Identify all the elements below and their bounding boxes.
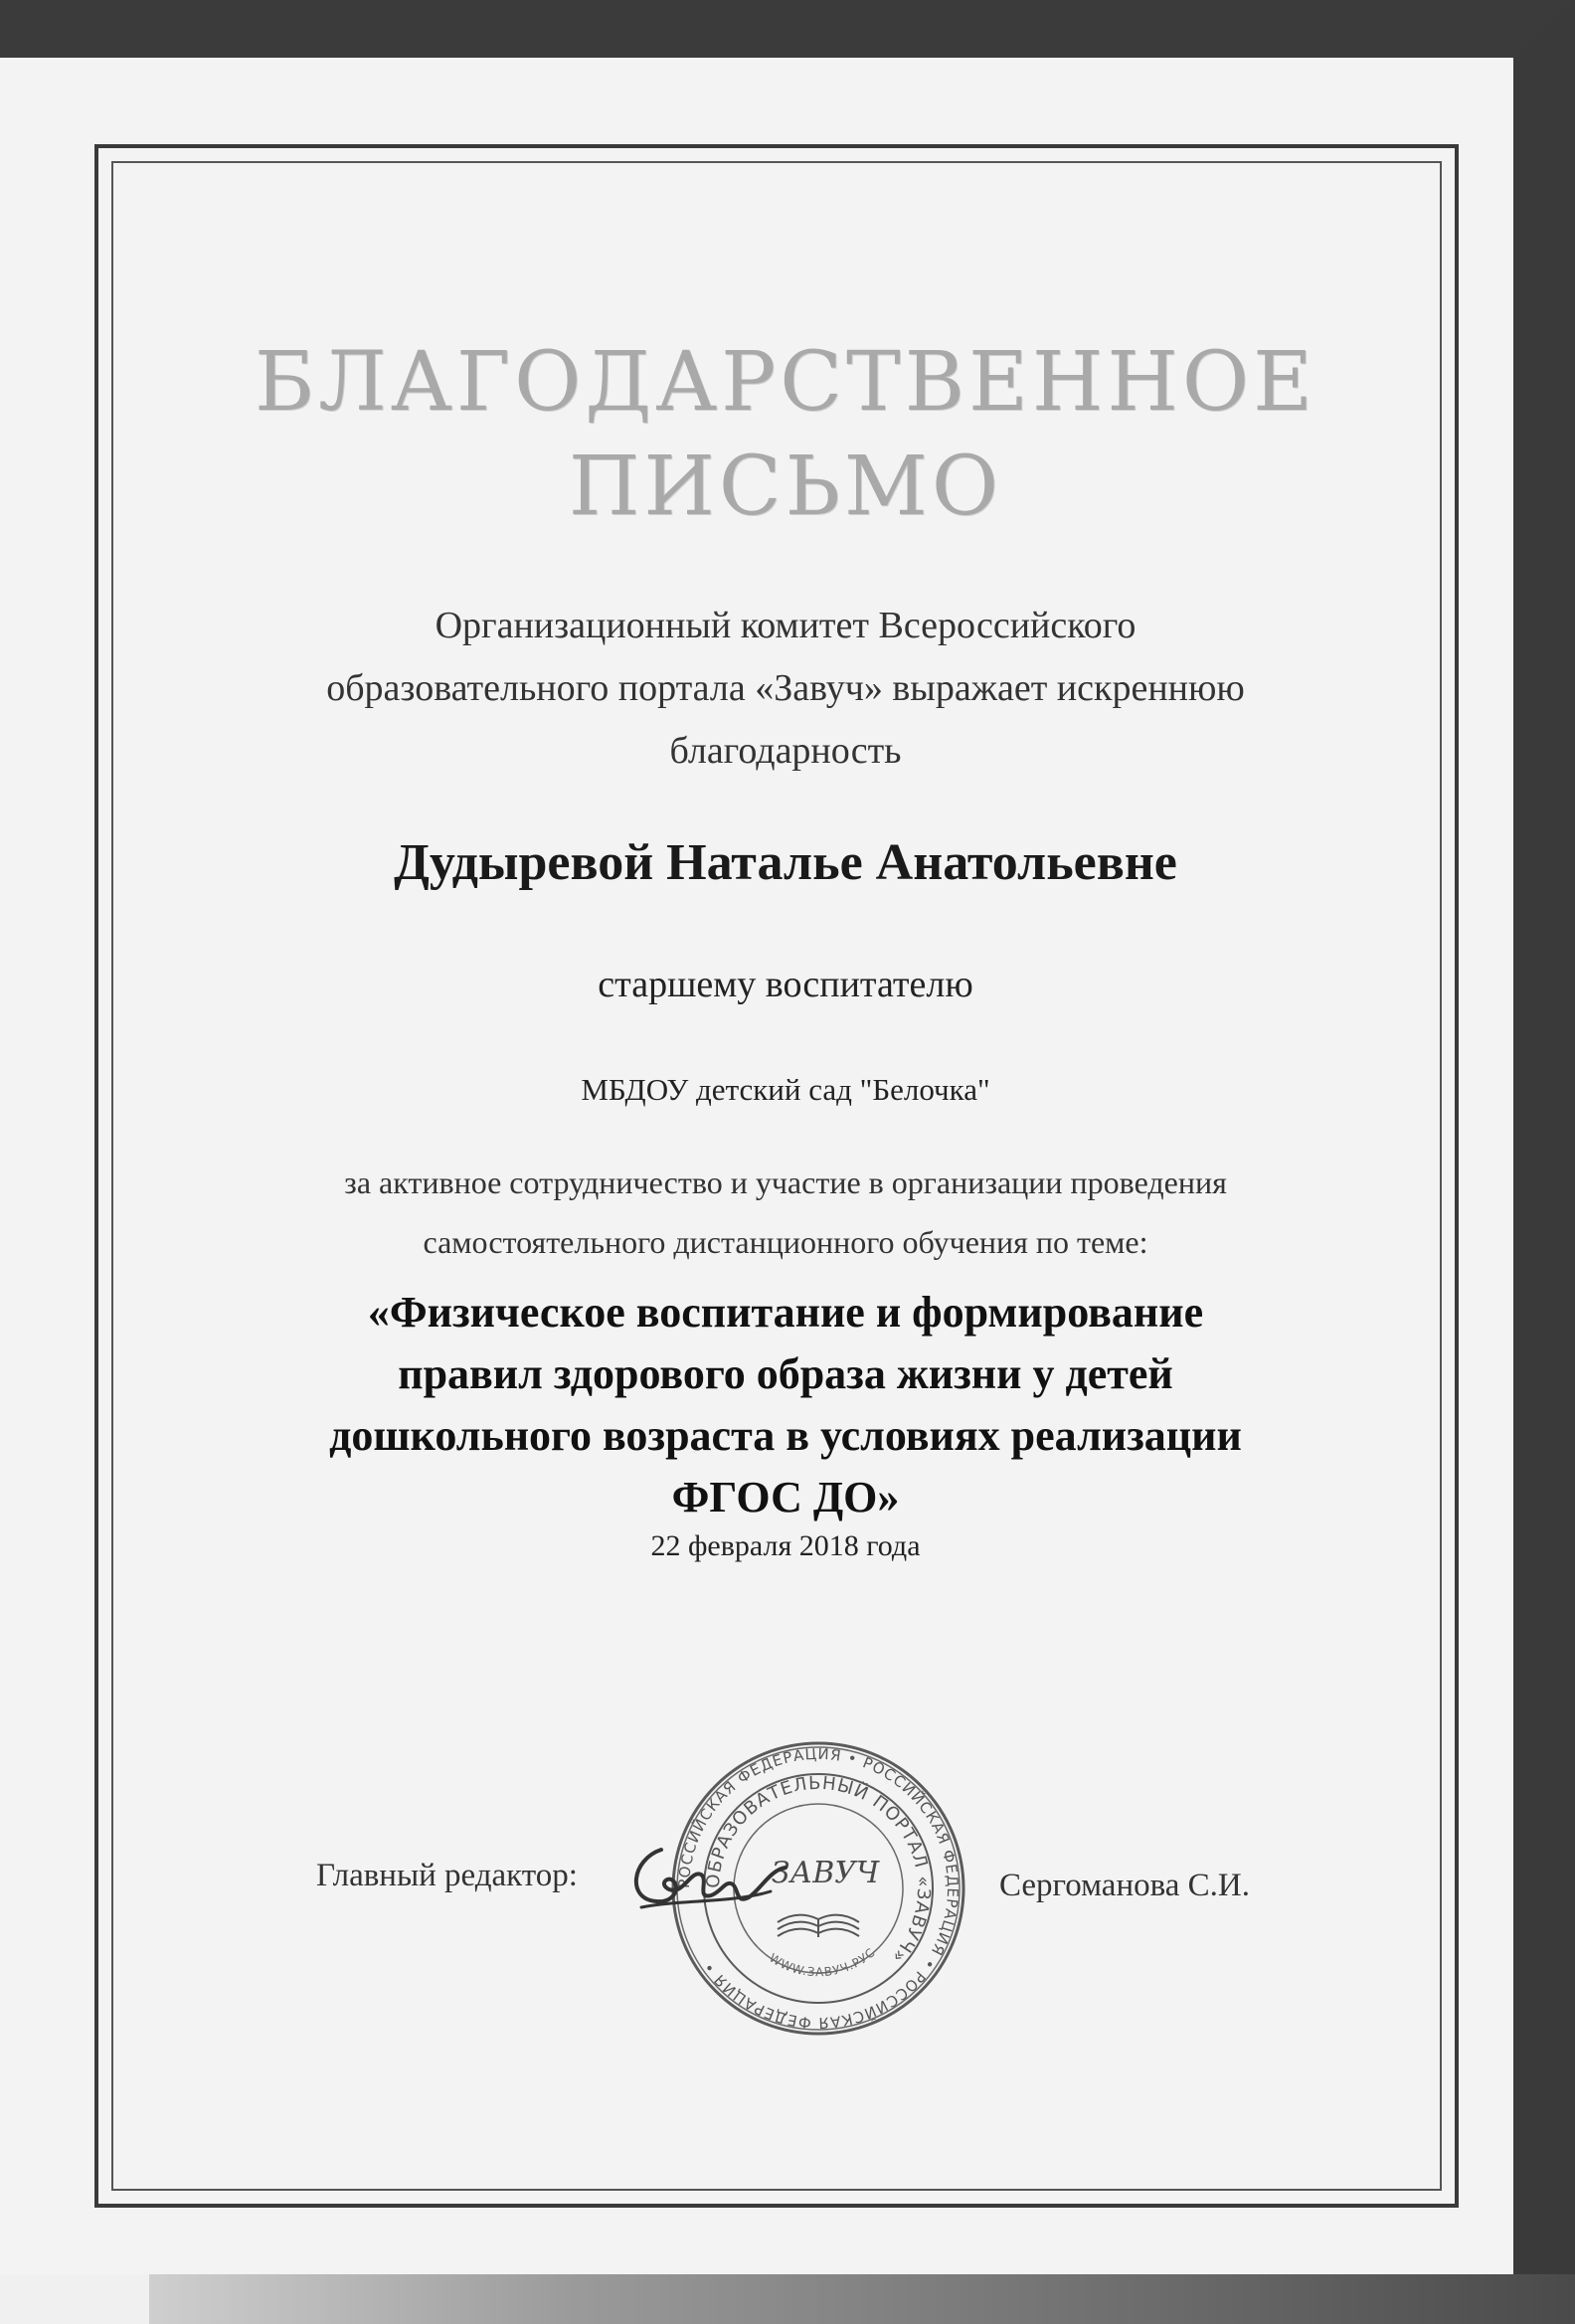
stamp-bottom-text: WWW.ЗАВУЧ.РУС bbox=[767, 1944, 879, 1980]
title-line-2: ПИСЬМО bbox=[568, 440, 1003, 534]
stamp-outer-text: РОССИЙСКАЯ ФЕДЕРАЦИЯ • РОССИЙСКАЯ ФЕДЕРАЦИЯ • РОССИЙСКАЯ ФЕДЕРАЦИЯ • bbox=[674, 1744, 962, 2033]
stamp-center-text: ЗАВУЧ bbox=[771, 1856, 880, 1890]
topic-line-4: ФГОС ДО» bbox=[671, 1473, 900, 1521]
recipient-organization: МБДОУ детский сад "Белочка" bbox=[581, 1072, 990, 1107]
recipient-position: старшему воспитателю bbox=[598, 964, 973, 1005]
handwritten-signature bbox=[621, 1830, 820, 1919]
recipient-name: Дудыревой Наталье Анатольевне bbox=[394, 834, 1177, 891]
lower-strip-shadow bbox=[149, 2274, 1575, 2324]
intro-line-3: благодарность bbox=[669, 730, 902, 772]
signature-label: Главный редактор: bbox=[316, 1858, 578, 1893]
topic-line-1: «Физическое воспитание и формирование bbox=[367, 1288, 1204, 1337]
signatory-name: Сергоманова С.И. bbox=[999, 1868, 1250, 1903]
intro-line-2: образовательного портала «Завуч» выражает искреннюю bbox=[326, 667, 1245, 709]
topic-line-2: правил здорового образа жизни у детей bbox=[398, 1349, 1173, 1398]
svg-text:WWW.ЗАВУЧ.РУС bbox=[767, 1945, 878, 1979]
title-line-1: БЛАГОДАРСТВЕННОЕ bbox=[255, 335, 1316, 430]
topic-line-3: дошкольного возраста в условиях реализации bbox=[329, 1411, 1242, 1460]
reason-line-2: самостоятельного дистанционного обучения по теме: bbox=[423, 1224, 1148, 1260]
document-date: 22 февраля 2018 года bbox=[650, 1529, 921, 1562]
intro-line-1: Организационный комитет Всероссийского bbox=[435, 605, 1137, 646]
stamp-ring-text: ОБРАЗОВАТЕЛЬНЫЙ ПОРТАЛ «ЗАВУЧ» bbox=[702, 1772, 935, 1968]
reason-line-1: за активное сотрудничество и участие в организации проведения bbox=[344, 1164, 1227, 1200]
